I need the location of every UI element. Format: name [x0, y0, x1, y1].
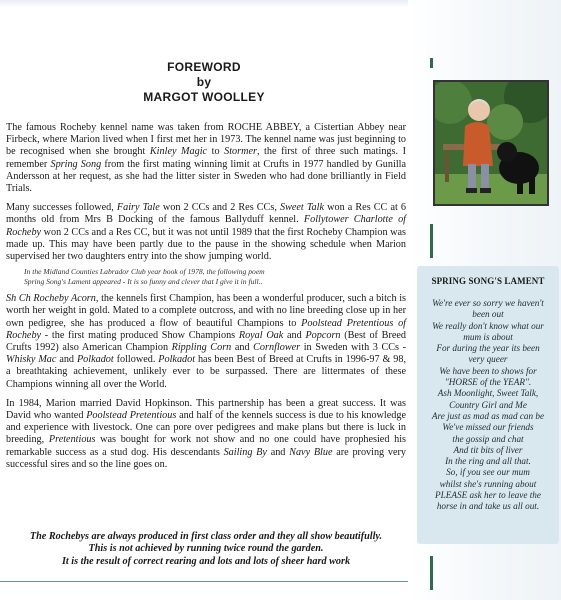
poem-line: In the ring and all that.	[445, 456, 531, 467]
text-span: has been Best of Breed at Crufts in 1996-97 & 98, a breathtaking achievement, unlikely ever to be surpassed. There are littermates of these Champions winning all over the World.	[6, 354, 407, 390]
poem-line: Are just as mad as mad can be	[431, 410, 545, 421]
text-span: won a Res CC at 6 months old from Mrs B Docking of the famous Ballyduff kennel.	[6, 202, 406, 226]
poem-line: For during the year its been	[436, 343, 540, 354]
poem-line: We're ever so sorry we haven't	[432, 298, 544, 308]
poem-line: Ash Moonlight, Sweet Talk,	[437, 388, 539, 399]
poem-line: mum is about	[463, 331, 513, 342]
poem-line: very queer	[468, 354, 508, 365]
dog-name: Spring Song	[50, 158, 102, 170]
text-span: from the first mating winning limit at Crufts in 1977 handled by Gunilla Andersson at her request, as she had the litter sister in Sweden who had done brilliantly in Field Trials.	[6, 158, 407, 195]
paragraph-2	[6, 202, 406, 263]
paragraph-1	[6, 122, 406, 195]
text-span: and	[56, 354, 77, 366]
text-span: followed.	[113, 354, 159, 366]
text-span: won 2 CCs and 2 Res CCs,	[159, 202, 280, 214]
text-span: Many successes followed,	[6, 202, 117, 214]
poem-line: So, if you see our mum	[446, 467, 530, 478]
text-span: was bought for work not show and no one could have prophesied his remarkable success as a stud dog. His descendants	[6, 434, 406, 458]
text-span: , the first of three such matings. I remember	[6, 146, 406, 170]
dog-name: Cornflower	[253, 342, 301, 354]
dog-name: Whisky Mac	[6, 354, 57, 366]
dog-name: Polkadot	[158, 354, 196, 366]
dog-name: Sweet Talk	[279, 202, 325, 214]
title-line-3: MARGOT WOOLLEY	[143, 90, 265, 104]
text-span: to	[207, 146, 225, 158]
poem-box	[417, 266, 559, 544]
poem-line: Country Girl and Me	[449, 399, 527, 410]
text-span: won 2 CCs and a Res CC, but it was not until 1989 that the first Rocheby Champion was made up. This may have been partly due to the pause in the showing schedule when Marion supervised her two daughters entry into the show jumping world.	[6, 226, 406, 263]
text-span: and	[283, 329, 306, 341]
foreword-body	[6, 122, 406, 478]
dog-name: Sailing By	[223, 446, 267, 458]
closing-line: This is not achieved by running twice round the garden.	[88, 543, 324, 555]
poem-line: We have been to shows for	[439, 365, 537, 376]
dog-name: Kinley Magic	[149, 146, 208, 158]
text-span: and	[231, 342, 254, 354]
title-line-1: FOREWORD	[167, 60, 241, 74]
dog-name: Royal Oak	[238, 329, 284, 341]
poem-title: SPRING SONG'S LAMENT	[431, 276, 545, 286]
poem-line: horse in and take us all out.	[436, 501, 540, 512]
foreword-title	[0, 60, 408, 105]
text-span: (Best of Breed Crufts 1992) also American Champion	[6, 329, 406, 354]
accent-mark-top	[430, 58, 433, 68]
note-line: Spring Song's Lament appeared - It is so funny and clever that I give it in full..	[24, 276, 263, 286]
poem-line: the gossip and chat	[452, 433, 524, 444]
text-span: and half of the kennels success is due to his knowledge and experience with livestock. One can pore over pedigrees and make plans but there is luck in breeding,	[6, 410, 406, 446]
dog-name: Sh Ch Rocheby Acorn	[6, 293, 96, 305]
dog-name: Polkadot	[76, 354, 114, 366]
note-line: In the Midland Counties Labrador Club year book of 1978, the following poem	[24, 267, 265, 277]
photo-illustration	[435, 82, 547, 204]
dog-name: Stormer	[224, 146, 257, 158]
title-line-2: by	[196, 75, 212, 89]
dog-name: Popcorn	[305, 329, 341, 341]
accent-mark-bottom	[430, 556, 433, 590]
dog-name: Navy Blue	[289, 446, 333, 458]
closing-statement	[6, 531, 406, 568]
poem-line: whilst she's running about	[439, 478, 537, 489]
text-span: The famous Rocheby kennel name was taken from ROCHE ABBEY, a Cistertian Abbey near Firbeck, where Marion lived when I first met her in 1973. The kennel name was just beginning to be recognised when she brought	[6, 122, 406, 158]
author-photo	[433, 80, 549, 206]
paragraph-3	[6, 293, 406, 391]
dog-name: Pretentious	[48, 434, 96, 446]
poem-line: PLEASE ask her to leave the	[435, 490, 541, 501]
text-span: , the kennels first Champion, has been a wonderful producer, such a bitch is worth her weight in gold. Mated to a complete outcross, and with no line breeding close up in her own pedigree, she has produced a flow of beautiful Champions to	[6, 293, 407, 329]
poem-intro-note	[6, 267, 406, 286]
dog-name: Fairy Tale	[116, 202, 160, 214]
bottom-divider	[0, 581, 408, 582]
closing-line: The Rochebys are always produced in first class order and they all show beautifully.	[29, 531, 383, 542]
paragraph-4	[6, 398, 406, 471]
text-span: - the first mating produced Show Champions	[41, 329, 239, 341]
poem-line: We've missed our friends	[442, 422, 534, 433]
poem-line: We really don't know what our	[432, 320, 544, 331]
closing-line: It is the result of correct rearing and lots and lots of sheer hard work	[61, 555, 351, 567]
text-span: in Sweden with 3 CCs -	[300, 342, 406, 354]
poem-line: "HORSE of the YEAR".	[444, 377, 532, 388]
text-span: and	[266, 446, 290, 458]
poem-line: And tit bits of liver	[453, 444, 523, 455]
text-span: In 1984, Marion married David Hopkinson. This partnership has been a great success. It was David who wanted	[6, 397, 406, 422]
dog-name: Rippling Corn	[171, 342, 232, 354]
text-span: are proving very successful sires and so the line goes on.	[6, 446, 406, 470]
dog-name: Follytower Charlotte of Rocheby	[6, 214, 406, 238]
poem-lines	[417, 298, 559, 513]
dog-name: Poolstead Pretentious of Rocheby	[6, 317, 406, 341]
dog-name: Poolstead Pretentious	[86, 410, 177, 422]
accent-mark-middle	[430, 224, 433, 258]
poem-line: been out	[472, 309, 504, 320]
